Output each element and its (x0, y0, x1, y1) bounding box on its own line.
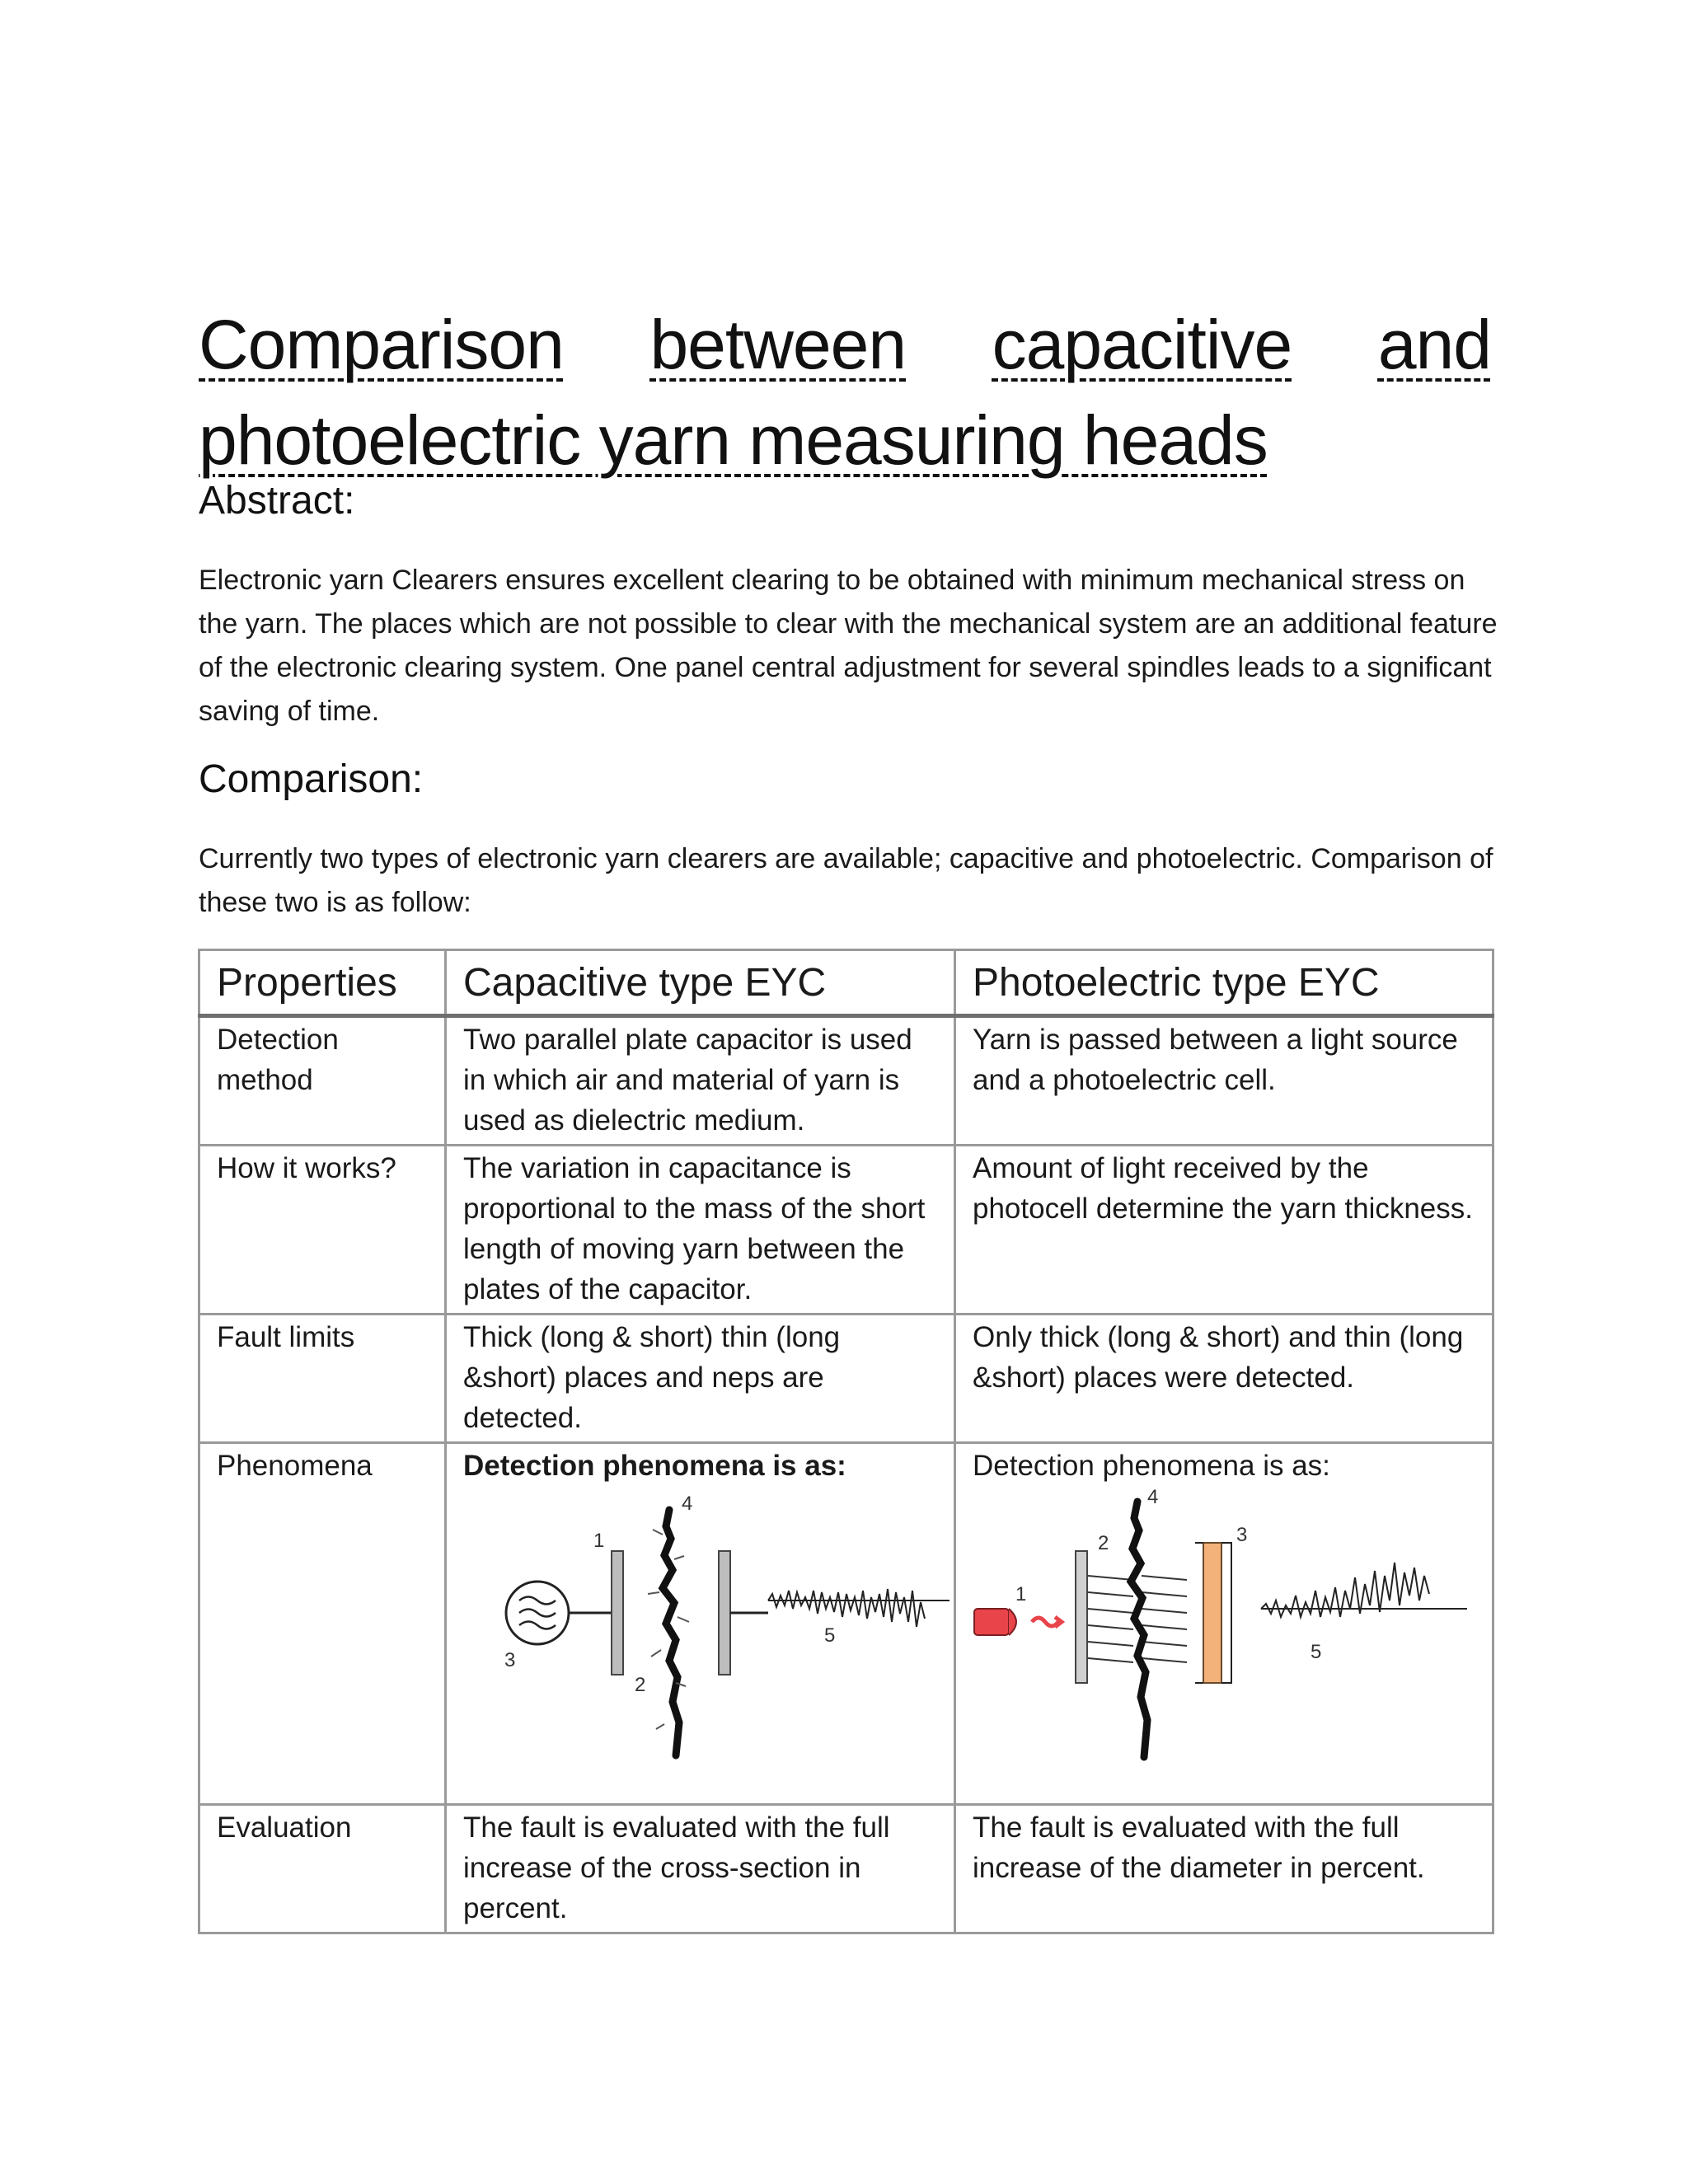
photoelectric-cell: The fault is evaluated with the full increase of the diameter in percent. (955, 1805, 1493, 1933)
title-word: and (1377, 306, 1491, 383)
label-2: 2 (635, 1674, 646, 1696)
capacitive-diagram (447, 1485, 954, 1807)
label-2: 2 (1098, 1532, 1109, 1554)
label-4: 4 (682, 1493, 693, 1515)
property-cell: Evaluation (199, 1805, 446, 1933)
table-row (199, 1315, 1493, 1443)
abstract-text: Electronic yarn Clearers ensures excellent clearing to be obtained with minimum mechanical stress on the yarn. The places which are not possible to clear with the mechanical system are an additional feature of the electronic clearing system. One panel central adjustment for several spindles leads to a significant saving of time. (199, 565, 1498, 727)
photoelectric-diagram (956, 1485, 1492, 1807)
photoelectric-phenomena-label: Detection phenomena is as: (973, 1450, 1330, 1482)
photoelectric-diagram-cell (955, 1443, 1493, 1805)
property-label: Phenomena (217, 1450, 373, 1482)
label-1: 1 (1015, 1583, 1027, 1605)
title-word: Comparison (199, 306, 564, 383)
label-5: 5 (824, 1624, 836, 1647)
light-source-plate (1076, 1551, 1087, 1683)
property-cell: Fault limits (199, 1315, 446, 1443)
comparison-table (198, 949, 1494, 1934)
table-header-row (199, 950, 1493, 1016)
comparison-intro: Currently two types of electronic yarn clearers are available; capacitive and photoelectric. Comparison of these two is as follow: (199, 843, 1493, 918)
comparison-heading: Comparison: (199, 757, 424, 801)
title-line-1 (199, 297, 1491, 392)
label-4: 4 (1147, 1486, 1159, 1508)
light-ray-icon (1032, 1617, 1062, 1627)
page-title (199, 297, 1491, 488)
abstract-heading: Abstract: (199, 479, 355, 523)
led-icon (974, 1609, 1009, 1635)
header-photoelectric: Photoelectric type EYC (955, 950, 1493, 1016)
capacitive-phenomena-label: Detection phenomena is as: (463, 1450, 846, 1482)
led-lens (1009, 1609, 1016, 1635)
table-row (199, 1805, 1493, 1933)
title-word: between (649, 306, 907, 383)
table-row (199, 1146, 1493, 1315)
capacitor-plate-left (612, 1551, 623, 1675)
photocell (1203, 1543, 1221, 1683)
label-5: 5 (1311, 1641, 1322, 1663)
header-capacitive: Capacitive type EYC (446, 950, 955, 1016)
table-row (199, 1016, 1493, 1146)
property-cell: How it works? (199, 1146, 446, 1315)
wave-symbol (519, 1597, 556, 1629)
header-properties: Properties (199, 950, 446, 1016)
yarn (663, 1510, 679, 1755)
capacitive-cell: Two parallel plate capacitor is used in which air and material of yarn is used as dielectric medium. (446, 1016, 955, 1146)
title-word: capacitive (992, 306, 1292, 383)
capacitor-plate-right (719, 1551, 730, 1675)
capacitive-cell: Thick (long & short) thin (long &short) places and neps are detected. (446, 1315, 955, 1443)
label-3: 3 (504, 1649, 516, 1671)
capacitive-cell: The variation in capacitance is proportional to the mass of the short length of moving yarn between the plates of the capacitor. (446, 1146, 955, 1315)
capacitive-cell: The fault is evaluated with the full increase of the cross-section in percent. (446, 1805, 955, 1933)
photoelectric-cell: Only thick (long & short) and thin (long &short) places were detected. (955, 1315, 1493, 1443)
table-row (199, 1443, 1493, 1805)
title-line-2 (199, 392, 1491, 488)
photoelectric-cell: Amount of light received by the photocell determine the yarn thickness. (955, 1146, 1493, 1315)
signal-waveform (768, 1589, 925, 1627)
label-1: 1 (593, 1530, 605, 1552)
capacitive-diagram-cell (446, 1443, 955, 1805)
label-3: 3 (1236, 1524, 1248, 1546)
property-cell (199, 1443, 446, 1805)
property-cell: Detection method (199, 1016, 446, 1146)
title-line-2-text: photoelectric yarn measuring heads (199, 401, 1268, 479)
photoelectric-cell: Yarn is passed between a light source and a photoelectric cell. (955, 1016, 1493, 1146)
